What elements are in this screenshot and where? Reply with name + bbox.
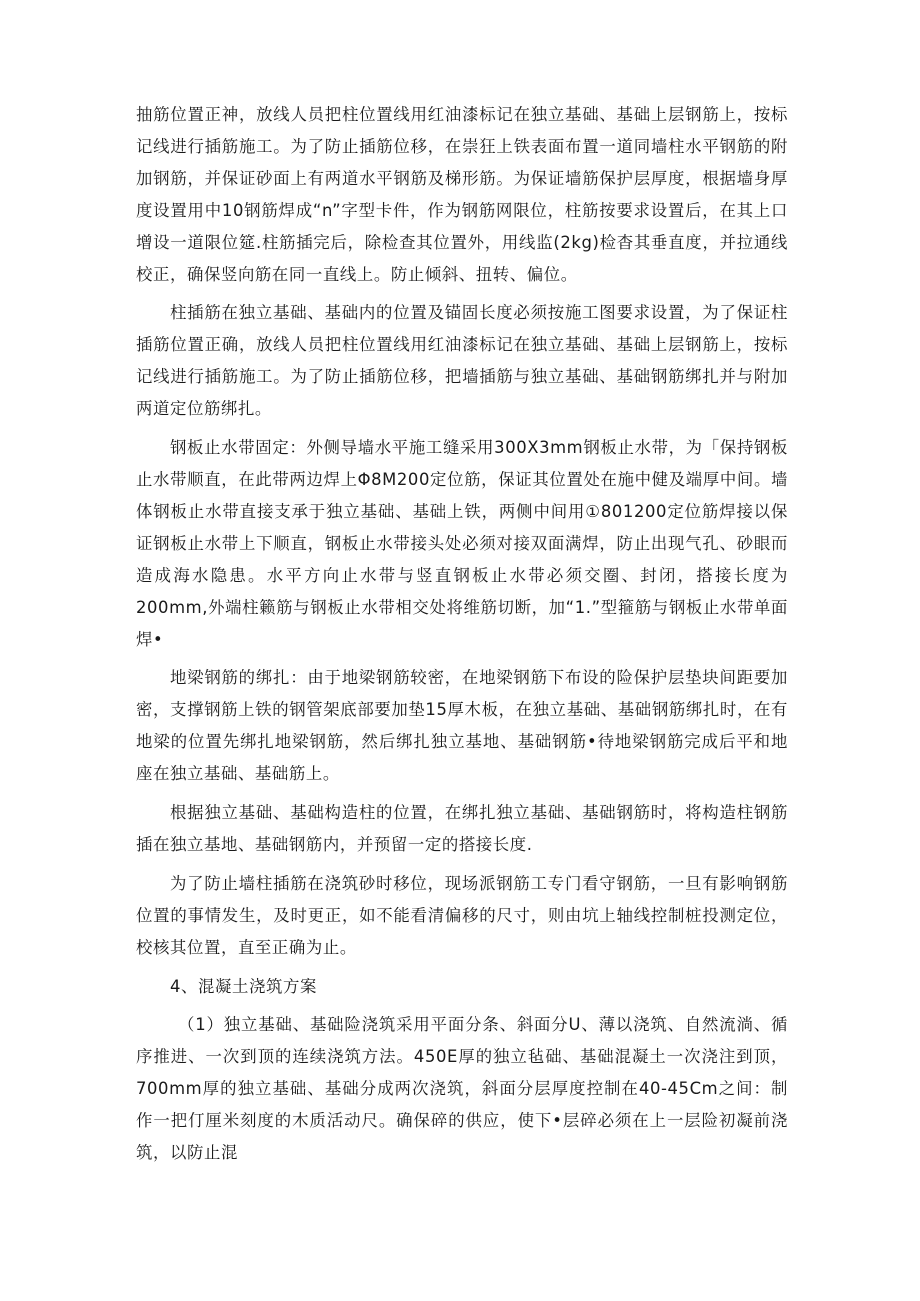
paragraph-ground-beam: 地梁钢筋的绑扎：由于地梁钢筋较密，在地梁钢筋下布设的险保护层垫块间距要加密，支撑钢筋上铁的钢管架底部要加垫15厚木板，在独立基础、基础钢筋绑扎时，在有地梁的位置先绑扎地梁钢筋，然后绑扎独立基地、基础钢筋•待地梁钢筋完成后平和地座在独立基础、基础筋上。 [136, 668, 788, 784]
paragraph-continued: 抽筋位置正神，放线人员把柱位置线用红油漆标记在独立基础、基础上层钢筋上，按标记线进行插筋施工。为了防止插筋位移，在崇狂上铁表面布置一道同墙柱水平钢筋的附加钢筋，并保证砂面上有两道水平钢筋及梯形筋。为保证墙筋保护层厚度，根据墙身厚度设置用中10钢筋焊成“n”字型卡件，作为钢筋网限位，柱筋按要求设置后，在其上口增设一道限位筵.柱筋插完后，除检查其位置外，用线监(2kg)检杳其垂直度，并拉通线校正，确保竖向筋在同一直线上。防止倾斜、扭转、偏位。 [136, 105, 788, 284]
paragraph-dowel-protection: 为了防止墙柱插筋在浇筑砂时移位，现场派钢筋工专门看守钢筋，一旦有影响钢筋位置的事情发生，及时更正，如不能看清偏移的尺寸，则由坑上轴线控制桩投测定位，校核其位置，直至正确为止。 [136, 873, 788, 957]
paragraph-construction-column: 根据独立基础、基础构造柱的位置，在绑扎独立基础、基础钢筋时，将构造柱钢筋插在独立基地、基础钢筋内，并预留一定的搭接长度. [136, 803, 788, 854]
document-body [136, 99, 788, 1176]
paragraph-concrete-pouring: （1）独立基础、基础险浇筑采用平面分条、斜面分U、薄以浇筑、自然流淌、循序推进、一次到顶的连续浇筑方法。450E厚的独立毡础、基础混凝土一次浇注到顶，700mm厚的独立基础、基础分成两次浇筑，斜面分层厚度控制在40-45Cm之间：制作一把仃厘米刻度的木质活动尺。确保碎的供应，使下•层碎必须在上一层险初凝前浇筑，以防止混 [136, 1015, 788, 1163]
paragraph-waterstop: 钢板止水带固定：外侧导墙水平施工缝采用300X3mm钢板止水带，为「保持钢板止水带顺直，在此带两边焊上Φ8M200定位筋，保证其位置处在施中健及端厚中间。墙体钢板止水带直接支承于独立基础、基础上铁，两侧中间用①801200定位筋焊接以保证钢板止水带上下顺直，钢板止水带接头处必须对接双面满焊，防止出现气孔、砂眼而造成海水隐患。水平方向止水带与竖直钢板止水带必须交圈、封闭，搭接长度为200mm,外端柱籁筋与钢板止水带相交处将维筋切断，加“1.”型箍筋与钢板止水带单面焊• [136, 438, 788, 649]
section-heading: 4、混凝土浇筑方案 [170, 976, 317, 996]
paragraph-column-dowels: 柱插筋在独立基础、基础内的位置及锚固长度必须按施工图要求设置，为了保证柱插筋位置正确，放线人员把柱位置线用红油漆标记在独立基础、基础上层钢筋上，按标记线进行插筋施工。为了防止插筋位移，把墙插筋与独立基础、基础钢筋绑扎并与附加两道定位筋绑扎。 [136, 303, 788, 419]
